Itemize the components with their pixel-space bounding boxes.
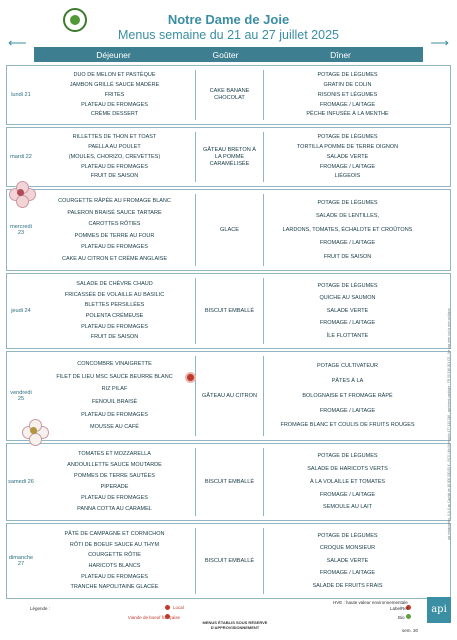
divider [263,132,264,182]
gouter-cell [197,277,262,345]
menu-item: FROMAGE / LAITAGE [319,320,376,327]
legend-label-rouge: LabelRet [390,606,409,611]
divider [263,528,264,594]
gouter-item: GÂTEAU BRETON À LA POMME CARAMÉLISÉE [202,146,257,167]
menu-item: PLATEAU DE FROMAGES [81,573,148,580]
column-header [34,47,423,62]
page-title: Notre Dame de Joie [167,12,290,27]
legend-local: Local [173,605,184,610]
day-block-mardi [6,127,451,187]
diner-list [265,69,430,121]
menu-item: PLATEAU DE FROMAGES [81,244,148,250]
divider [195,70,196,120]
divider [263,70,264,120]
day-label: mardi 22 [10,154,32,160]
divider [195,194,196,266]
menu-item: POTAGE DE LÉGUMES [317,199,378,206]
menu-item: FENOUIL BRAISÉ [91,399,138,406]
supply-note: MENUS ÉTABLIS SOUS RÉSERVE D'APPROVISIONNEMENT [202,620,268,630]
divider [195,356,196,436]
menu-item: PÂTÉ DE CAMPAGNE ET CORNICHON [64,531,165,538]
hve-note: HVE : haute valeur environnementale [333,600,408,605]
menu-item: FRICASSÉE DE VOLAILLE AU BASILIC [64,291,165,298]
menu-item: FROMAGE BLANC ET COULIS DE FRUITS ROUGES [280,422,415,429]
day-label: jeudi 24 [11,308,31,314]
diner-list [265,527,430,595]
menu-item: FILET DE LIEU MSC SAUCE BEURRE BLANC [56,373,173,380]
gouter-item: GLACE [220,226,239,233]
menu-item: TRANCHE NAPOLITAINE GLACÉE [70,584,159,591]
label-rouge-badge-icon [185,372,196,383]
prev-week-arrow-icon[interactable]: ⟵ [8,35,27,50]
day-label: vendredi 25 [10,390,32,402]
diner-list [265,447,430,517]
gouter-item: BISCUIT EMBALLÉ [204,557,255,564]
dejeuner-list [35,69,194,121]
week-number: sem. 30 [402,628,419,633]
menu-item: JAMBON GRILLÉ SAUCE MADÈRE [69,82,160,88]
menu-item: CAROTTES RÔTIES [88,221,141,227]
menu-item: SEMOULE AU LAIT [323,504,372,511]
menu-item: PANNA COTTA AU CARAMEL [77,506,152,513]
menu-item: CROQUE MONSIEUR [319,545,376,552]
page-subtitle: Menus semaine du 21 au 27 juillet 2025 [118,28,339,42]
flower-decoration-icon [22,419,48,445]
legend-beef: Viande de boeuf française [127,615,180,620]
menu-item: MOUSSE AU CAFÉ [90,424,139,431]
menu-item: (MOULES, CHORIZO, CREVETTES) [68,153,161,160]
header-dejeuner: Déjeuner [34,47,193,62]
gouter-cell [197,69,262,121]
day-block-samedi [6,443,451,521]
dejeuner-list [35,131,194,183]
menu-item: RISONIS ET LÉGUMES [317,91,378,98]
menu-item: PLATEAU DE FROMAGES [81,163,148,170]
menu-item: FRUIT DE SAISON [90,173,139,180]
gouter-cell [197,447,262,517]
menu-item: SALADE VERTE [326,153,369,160]
day-block-mercredi [6,189,451,271]
divider [195,278,196,344]
menu-item: PIPERADE [100,484,129,491]
menu-item: FROMAGE / LAITAGE [319,570,376,577]
next-week-arrow-icon[interactable]: ⟶ [430,35,449,50]
divider [263,278,264,344]
menu-item: FROMAGE / LAITAGE [319,491,376,498]
menu-item: PLATEAU DE FROMAGES [81,101,148,108]
menu-item: QUICHE AU SAUMON [319,295,376,302]
menu-item: COURGETTE RÂPÉE AU FROMAGE BLANC [58,198,171,204]
gouter-cell [197,355,262,437]
menu-item: PALERON BRAISÉ SAUCE TARTARE [67,209,162,216]
menu-item: POMMES DE TERRE SAUTÉES [74,473,155,480]
divider [195,448,196,516]
menu-item: RILLETTES DE THON ET TOAST [72,134,157,141]
divider [263,194,264,266]
diner-list [265,355,430,437]
menu-item: RÔTI DE BOEUF SAUCE AU THYM [69,541,160,548]
menu-item: CAKE AU CITRON ET CRÈME ANGLAISE [61,255,168,262]
gouter-item: BISCUIT EMBALLÉ [204,478,255,485]
menu-item: TORTILLA POMME DE TERRE OIGNON [296,144,399,150]
menu-item: GRATIN DE COLIN [323,82,372,88]
menu-item: POTAGE DE LÉGUMES [317,453,378,460]
diner-list [265,277,430,345]
day-block-vendredi [6,351,451,441]
diner-list [265,131,430,183]
menu-item: POTAGE DE LÉGUMES [317,72,378,79]
dejeuner-list [35,447,194,517]
menu-item: FRITES [104,91,125,98]
menu-item: CONCOMBRE VINAIGRETTE [77,361,152,368]
dejeuner-list [35,277,194,345]
menu-item: FROMAGE / LAITAGE [319,240,376,247]
gouter-cell [197,527,262,595]
menu-item: LIÉGEOIS [334,173,361,180]
menu-item: SALADE VERTE [326,307,369,314]
day-label: dimanche 27 [8,555,34,567]
menu-item: FROMAGE / LAITAGE [319,163,376,170]
header-diner: Dîner [258,47,423,62]
api-logo: api [427,597,451,623]
menu-item: RIZ PILAF [101,386,128,393]
menu-item: FRUIT DE SAISON [90,334,139,341]
day-block-dimanche [6,523,451,599]
menu-item: PLATEAU DE FROMAGES [81,323,148,330]
diner-list [265,193,430,267]
menu-item: BOLOGNAISE ET FROMAGE RÂPÉ [302,392,393,399]
menu-item: HARICOTS BLANCS [88,563,141,570]
gouter-item: BISCUIT EMBALLÉ [204,307,255,314]
menu-item: POTAGE DE LÉGUMES [317,134,378,141]
menu-item: SALADE DE FRUITS FRAIS [312,582,383,589]
menu-item: POTAGE CULTIVATEUR [316,363,378,370]
menu-item: SALADE DE LENTILLES, [316,213,379,220]
menu-item: FRUIT DE SAISON [323,253,372,260]
menu-item: COURGETTE RÔTIE [88,552,141,559]
menu-item: SALADE VERTE [326,557,369,564]
menu-item: FROMAGE / LAITAGE [319,407,376,414]
gouter-item: CAKE BANANE CHOCOLAT [209,88,250,101]
divider [195,132,196,182]
header-gouter: Goûter [193,47,258,62]
legend-label: Légende : [30,606,51,611]
menu-item: PAELLA AU POULET [88,144,141,150]
divider [195,528,196,594]
bio-dot-icon [406,614,411,619]
day-label: mercredi 23 [10,224,32,236]
local-dot-icon [165,605,170,610]
menu-item: POTAGE DE LÉGUMES [317,282,378,289]
menu-item: À LA VOLAILLE ET TOMATES [309,478,386,485]
menu-item: POLENTA CRÉMEUSE [85,313,144,320]
day-label: samedi 26 [8,479,34,485]
menu-item: ANDOUILLETTE SAUCE MOUTARDE [67,462,162,469]
menu-item: BLETTES PERSILLÉES [84,302,145,309]
gouter-item: GÂTEAU AU CITRON [201,392,257,399]
legal-side-text: api restauration, S.A.S au Capital de 16 000 000,00 € - RCS Lille Métropole 477 112 016 - agrément sanitaire : FR 59 316 001 CE - Ne pas jeter sur la voie publique [447,308,451,540]
day-label: lundi 21 [11,92,31,98]
menu-item: PLATEAU DE FROMAGES [81,411,148,418]
menu-item: POTAGE DE LÉGUMES [317,532,378,539]
dejeuner-list [35,527,194,595]
gouter-cell [197,193,262,267]
gouter-cell [197,131,262,183]
menu-item: ÎLE FLOTTANTE [326,332,369,339]
menu-item: SALADE DE CHÈVRE CHAUD [76,281,153,288]
menu-item: TOMATES ET MOZZARELLA [78,451,151,458]
legend-bio: Bio [398,615,405,620]
divider [263,448,264,516]
day-block-lundi [6,65,451,125]
menu-item: POMMES DE TERRE AU FOUR [74,232,155,239]
dejeuner-list [35,355,194,437]
menu-item: SALADE DE HARICOTS VERTS [307,466,388,472]
menu-item: PÊCHE INFUSÉE À LA MENTHE [306,111,389,118]
menu-item: DUO DE MELON ET PASTÈQUE [73,72,156,79]
day-block-jeudi [6,273,451,349]
menu-item: FROMAGE / LAITAGE [319,101,376,108]
divider [263,356,264,436]
menu-item: PLATEAU DE FROMAGES [81,495,148,502]
menu-item: CRÈME DESSERT [90,111,139,118]
menu-item: LARDONS, TOMATES, ÉCHALOTE ET CROÛTONS [282,226,413,233]
dejeuner-list [35,193,194,267]
flower-decoration-icon [9,181,35,207]
menu-item: PÂTES À LA [331,378,364,384]
footer [0,600,457,640]
